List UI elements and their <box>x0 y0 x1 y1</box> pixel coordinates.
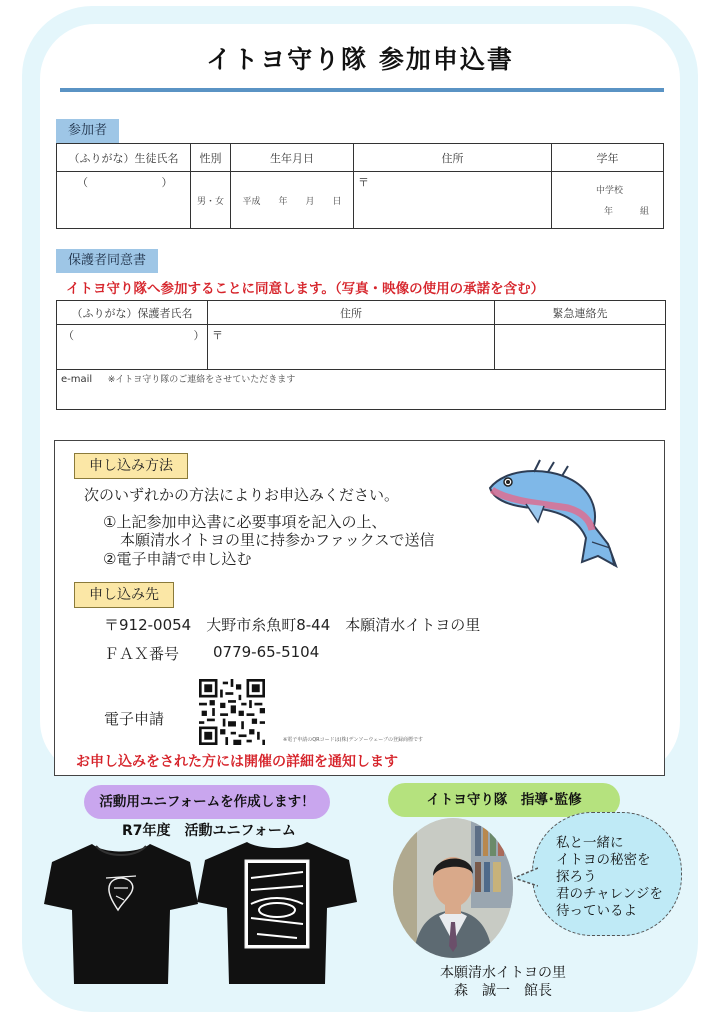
emergency-contact-field[interactable] <box>495 325 666 370</box>
uniform-title: R7年度 活動ユニフォーム <box>122 823 296 839</box>
grade-field[interactable]: 中学校 年 組 <box>552 172 664 229</box>
participant-table <box>56 143 664 229</box>
header-gender: 性別 <box>191 144 231 172</box>
notice-text: お申し込みをされた方には開催の詳細を通知します <box>76 754 398 770</box>
header-address: 住所 <box>354 144 552 172</box>
supervisor-pill: イトヨ守り隊 指導･監修 <box>388 783 620 817</box>
fax-number: 0779-65-5104 <box>213 643 320 661</box>
method-tag: 申し込み方法 <box>74 453 188 479</box>
guardian-name-field[interactable]: （ ） <box>57 325 208 370</box>
guardian-section-tag: 保護者同意書 <box>56 249 158 273</box>
header-student-name: （ふりがな）生徒氏名 <box>57 144 191 172</box>
qr-trademark-note: ※電子申請のQRコードは(株)デンソーウェーブの登録商標です <box>283 737 423 743</box>
uniform-tshirt-front <box>44 840 198 986</box>
header-grade: 学年 <box>552 144 664 172</box>
destination-address: 〒912-0054 大野市糸魚町8-44 本願清水イトヨの里 <box>104 616 481 634</box>
speech-bubble-text: 私と一緒に イトヨの秘密を 探ろう 君のチャレンジを 待っているよ <box>556 835 663 919</box>
destination-tag: 申し込み先 <box>74 582 174 608</box>
online-application-label: 電子申請 <box>104 710 165 728</box>
address-field[interactable]: 〒 <box>354 172 552 229</box>
supervisor-photo <box>393 818 513 958</box>
birthdate-field[interactable]: 平成 年 月 日 <box>231 172 354 229</box>
header-birthdate: 生年月日 <box>231 144 354 172</box>
consent-statement: イトヨ守り隊へ参加することに同意します。（写真・映像の使用の承諾を含む） <box>66 281 545 297</box>
uniform-tshirt-back <box>197 838 357 986</box>
online-application-qr-code[interactable] <box>199 679 265 745</box>
supervisor-name: 森 誠一 館長 <box>454 983 552 999</box>
method-item-1-line-1: ①上記参加申込書に必要事項を記入の上、 <box>103 513 387 531</box>
method-item-2: ②電子申請で申し込む <box>103 550 252 568</box>
supervisor-organization: 本願清水イトヨの里 <box>440 965 566 981</box>
header-guardian-address: 住所 <box>208 301 495 325</box>
email-field[interactable]: e-mail ※イトヨ守り隊のご連絡をさせていただきます <box>57 370 666 410</box>
student-name-field[interactable]: （ ） <box>57 172 191 229</box>
guardian-address-field[interactable]: 〒 <box>208 325 495 370</box>
page-title: イトヨ守り隊 参加申込書 <box>206 45 514 74</box>
speech-bubble-tail <box>514 866 538 888</box>
gender-field[interactable]: 男・女 <box>191 172 231 229</box>
method-item-1-line-2: 本願清水イトヨの里に持参かファックスで送信 <box>120 531 435 549</box>
title-underline <box>60 88 664 92</box>
fax-label: ＦＡＸ番号 <box>104 645 180 663</box>
method-intro: 次のいずれかの方法によりお申込みください。 <box>84 486 400 504</box>
participant-section-tag: 参加者 <box>56 119 119 143</box>
stickleback-fish-illustration <box>486 458 622 574</box>
uniform-pill: 活動用ユニフォームを作成します！ <box>84 785 330 819</box>
header-emergency-contact: 緊急連絡先 <box>495 301 666 325</box>
guardian-table <box>56 300 666 410</box>
header-guardian-name: （ふりがな）保護者氏名 <box>57 301 208 325</box>
